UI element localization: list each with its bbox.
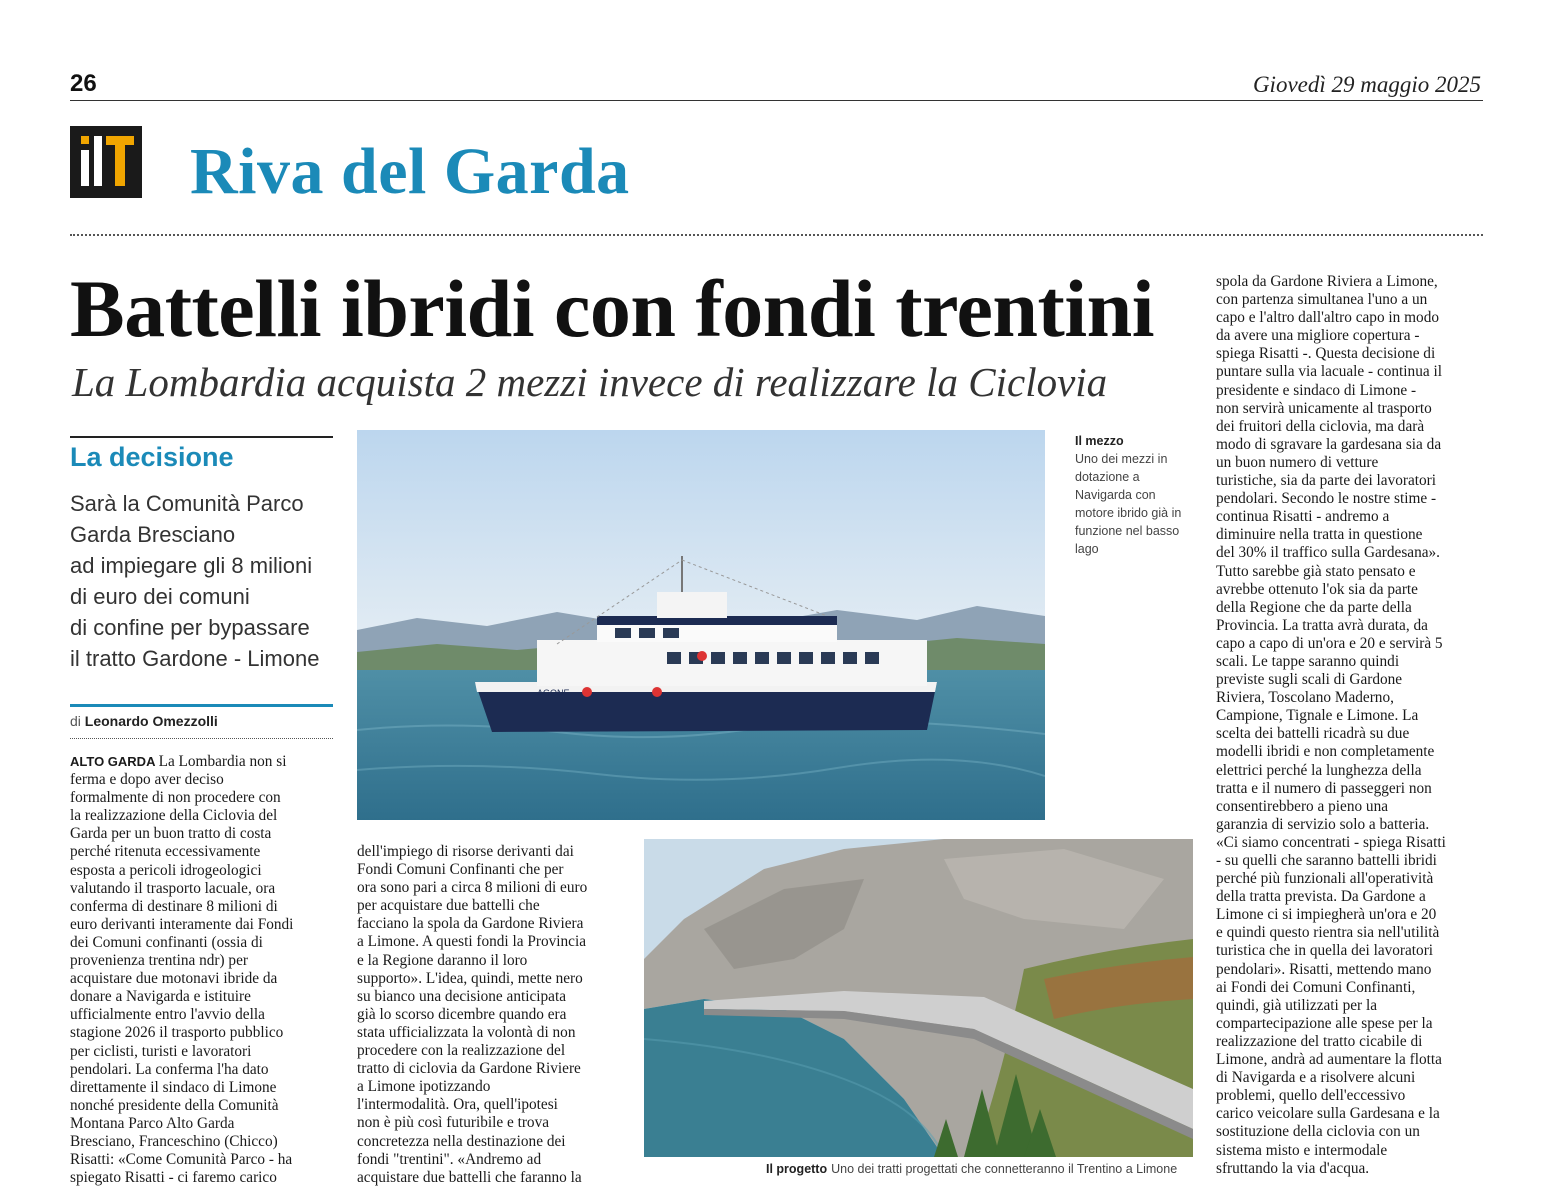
article-line: e la Regione daranno il loro <box>357 951 528 969</box>
section-divider <box>70 234 1483 236</box>
article-line: previste sugli scali di Gardone <box>1216 671 1403 689</box>
newspaper-logo <box>70 126 142 198</box>
article-line: ufficialmente entro l'avvio della <box>70 1006 265 1024</box>
article-line: compartecipazione alle spese per la <box>1216 1014 1433 1032</box>
article-line: Garda per un buon tratto di costa <box>70 825 272 843</box>
article-line: spiegato Risatti - ci faremo carico <box>70 1169 277 1187</box>
article-line: dei fruitori della ciclovia, ma darà <box>1216 417 1425 435</box>
article-line: fondi "trentini". «Andremo ad <box>357 1150 542 1168</box>
caption-line: dotazione a <box>1075 470 1140 484</box>
article-line: ferma e dopo aver deciso <box>70 771 224 789</box>
article-line: avrebbe ottenuto l'ok sia da parte <box>1216 580 1418 598</box>
page-number: 26 <box>70 70 97 97</box>
article-line: «Ci siamo concentrati - spiega Risatti <box>1216 833 1446 851</box>
article-line: perché più funzionali all'operatività <box>1216 870 1434 888</box>
article-line: non è più così futuribile e trova <box>357 1114 550 1132</box>
article-line: garanzia di servizio solo a batteria. <box>1216 815 1430 833</box>
article-line: un buon numero di vetture <box>1216 453 1379 471</box>
article-line: da avere una migliore copertura - <box>1216 327 1420 345</box>
article-line: puntare sulla via lacuale - continua il <box>1216 363 1442 381</box>
article-line: concretezza nella destinazione dei <box>357 1132 566 1150</box>
article-line: turistica che in quella dei lavoratori <box>1216 942 1434 960</box>
caption-text: Uno dei tratti progettati che connetteranno il Trentino a Limone <box>831 1162 1178 1176</box>
article-line: della tratta prevista. Da Gardone a <box>1216 888 1426 906</box>
caption-line: funzione nel basso <box>1075 524 1180 538</box>
article-line: direttamente il sindaco di Limone <box>70 1078 277 1096</box>
article-line: diminuire nella tratta in questione <box>1216 526 1423 544</box>
article-line: di Navigarda e a risolvere alcuni <box>1216 1069 1416 1087</box>
article-line: problemi, quello dell'eccessivo <box>1216 1087 1406 1105</box>
article-line: dell'impiego di risorse derivanti dai <box>357 843 574 860</box>
article-line: formalmente di non procedere con <box>70 789 281 807</box>
box-line: Garda Bresciano <box>70 522 236 547</box>
article-line: perché ritenuta eccessivamente <box>70 843 261 861</box>
article-line: Bresciano, Franceschino (Chicco) <box>70 1132 278 1150</box>
article-line: Riviera, Toscolano Maderno, <box>1216 689 1394 707</box>
article-line: realizzazione del tratto cicabile di <box>1216 1032 1423 1050</box>
article-subheadline: La Lombardia acquista 2 mezzi invece di realizzare la Ciclovia <box>72 359 1108 405</box>
article-line: ALTO GARDA La Lombardia non si <box>70 753 287 770</box>
article-line: a Limone. A questi fondi la Provincia <box>357 933 586 951</box>
article-line: a Limone ipotizzando <box>357 1078 491 1096</box>
article-line: valutando il trasporto lacuale, ora <box>70 879 276 897</box>
boat-name: AGONE <box>537 688 570 698</box>
box-line: Sarà la Comunità Parco <box>70 491 304 516</box>
article-line: della Regione che da parte della <box>1216 598 1412 616</box>
article-line: sostituzione della ciclovia con un <box>1216 1123 1420 1141</box>
article-line: Tutto sarebbe già stato pensato e <box>1216 562 1416 580</box>
byline-author: Leonardo Omezzolli <box>84 713 218 729</box>
article-line: Campione, Tignale e Limone. La <box>1216 707 1419 725</box>
article-line: dei Comuni confinanti (ossia di <box>70 933 263 951</box>
article-line: pendolari. Secondo le nostre stime - <box>1216 490 1437 508</box>
article-line: quindi, già utilizzati per la <box>1216 996 1377 1014</box>
article-line: acquistare due battelli che faranno la <box>357 1168 582 1186</box>
article-line: sfruttando la via d'acqua. <box>1216 1159 1370 1177</box>
article-column-1 <box>70 753 293 1187</box>
box-line: di confine per bypassare <box>70 615 310 640</box>
caption-title: Il progetto <box>766 1162 828 1176</box>
article-line: facciano la spola da Gardone Riviera <box>357 915 584 933</box>
article-line: ora sono pari a circa 8 milioni di euro <box>357 879 588 897</box>
boat-photo-caption <box>1075 432 1195 558</box>
article-line: pendolari». Risatti, mettendo mano <box>1216 960 1432 978</box>
header-rule <box>70 100 1483 101</box>
box-line: ad impiegare gli 8 milioni <box>70 553 313 578</box>
article-line: scelta dei battelli ricadrà su due <box>1216 725 1410 743</box>
article-line: Risatti: «Come Comunità Parco - ha <box>70 1151 293 1169</box>
box-title: La decisione <box>70 442 234 472</box>
article-line: provenienza trentina ndr) per <box>70 952 248 970</box>
article-line: ai Fondi dei Comuni Confinanti, <box>1216 978 1416 996</box>
box-summary <box>70 488 340 674</box>
article-line: già lo scorso dicembre quando era <box>357 1005 567 1023</box>
article-line: modo di sgravare la gardesana sia da <box>1216 435 1442 453</box>
article-line: capo e l'altro dall'altro capo in modo <box>1216 309 1439 327</box>
article-line: stata ufficializzata la volontà di non <box>357 1023 576 1041</box>
article-line: Provincia. La tratta avrà durata, da <box>1216 616 1428 634</box>
caption-line: Navigarda con <box>1075 488 1156 502</box>
article-line: Limone, andrà ad aumentare la flotta <box>1216 1051 1442 1069</box>
article-line: con partenza simultanea l'uno a un <box>1216 291 1428 309</box>
article-line: donare a Navigarda e istituire <box>70 988 251 1006</box>
article-line: conferma di destinare 8 milioni di <box>70 897 278 915</box>
article-line: spiega Risatti -. Questa decisione di <box>1216 345 1436 363</box>
caption-line: motore ibrido già in <box>1075 506 1182 520</box>
box-line: di euro dei comuni <box>70 584 250 609</box>
article-line: per acquistare due battelli che <box>357 897 540 915</box>
article-line: pendolari. La conferma l'ha dato <box>70 1060 269 1078</box>
lead-label: ALTO GARDA <box>70 754 159 769</box>
article-line: euro derivanti interamente dai Fondi <box>70 915 294 933</box>
article-line: - su quelli che saranno battelli ibridi <box>1216 852 1437 869</box>
article-line: consentirebbero a pieno una <box>1216 797 1389 815</box>
article-line: per ciclisti, turisti e lavoratori <box>70 1042 252 1060</box>
article-line: spola da Gardone Riviera a Limone, <box>1216 273 1438 290</box>
byline-prefix: di <box>70 713 81 729</box>
caption-title: Il mezzo <box>1075 434 1124 448</box>
byline-rule <box>70 738 333 739</box>
article-line: tratta e il numero di passeggeri non <box>1216 779 1432 797</box>
boat-photo <box>357 430 1045 820</box>
article-line: del 30% il traffico sulla Gardesana». <box>1216 544 1440 562</box>
caption-line: Uno dei mezzi in <box>1075 452 1168 466</box>
article-line: esposta a pericoli idrogeologici <box>70 861 262 879</box>
issue-date: Giovedì 29 maggio 2025 <box>1252 72 1481 97</box>
article-line: non servirà unicamente al trasporto <box>1216 399 1432 417</box>
article-line: presidente e sindaco di Limone - <box>1216 381 1417 399</box>
article-line: supporto». L'idea, quindi, mette nero <box>357 969 583 987</box>
article-line: la realizzazione della Ciclovia del <box>70 807 278 825</box>
cliff-path-photo <box>644 839 1193 1157</box>
caption-line: lago <box>1075 542 1099 556</box>
article-line: Fondi Comuni Confinanti che per <box>357 861 564 879</box>
article-line: Limone ci si impiegherà un'ora e 20 <box>1216 906 1437 924</box>
article-line: sistema misto e intermodale <box>1216 1141 1388 1159</box>
box-top-rule <box>70 436 333 438</box>
cliff-photo-caption <box>766 1160 1177 1178</box>
article-line: l'intermodalità. Ora, quell'ipotesi <box>357 1096 558 1114</box>
article-line: acquistare due motonavi ibride da <box>70 970 278 988</box>
article-column-2 <box>357 843 587 1187</box>
section-title: Riva del Garda <box>190 135 630 208</box>
article-line: turistiche, sia da parte dei lavoratori <box>1216 472 1437 490</box>
article-line: capo a capo di un'ora e 20 e servirà 5 <box>1216 634 1443 652</box>
article-line: nonché presidente della Comunità <box>70 1096 279 1114</box>
article-line: elettrici perché la lunghezza della <box>1216 761 1422 779</box>
box-bottom-rule <box>70 704 333 707</box>
article-line: carico veicolare sulla Gardesana e la <box>1216 1105 1440 1123</box>
article-line: continua Risatti - andremo a <box>1216 508 1390 526</box>
byline <box>70 713 218 729</box>
article-line: e quindi questo rientra sia nell'utilità <box>1216 924 1440 942</box>
box-line: il tratto Gardone - Limone <box>70 646 320 671</box>
article-line: procedere con la realizzazione del <box>357 1042 566 1060</box>
article-headline: Battelli ibridi con fondi trentini <box>70 263 1154 354</box>
article-line: modelli ibridi e non completamente <box>1216 743 1435 761</box>
article-line: tratto di ciclovia da Gardone Riviere <box>357 1060 581 1078</box>
article-column-3 <box>1216 273 1446 1178</box>
article-line: Montana Parco Alto Garda <box>70 1114 235 1132</box>
article-line: stagione 2026 il trasporto pubblico <box>70 1024 284 1042</box>
article-line: scali. Le tappe saranno quindi <box>1216 652 1400 670</box>
article-line: su bianco una decisione anticipata <box>357 987 566 1005</box>
